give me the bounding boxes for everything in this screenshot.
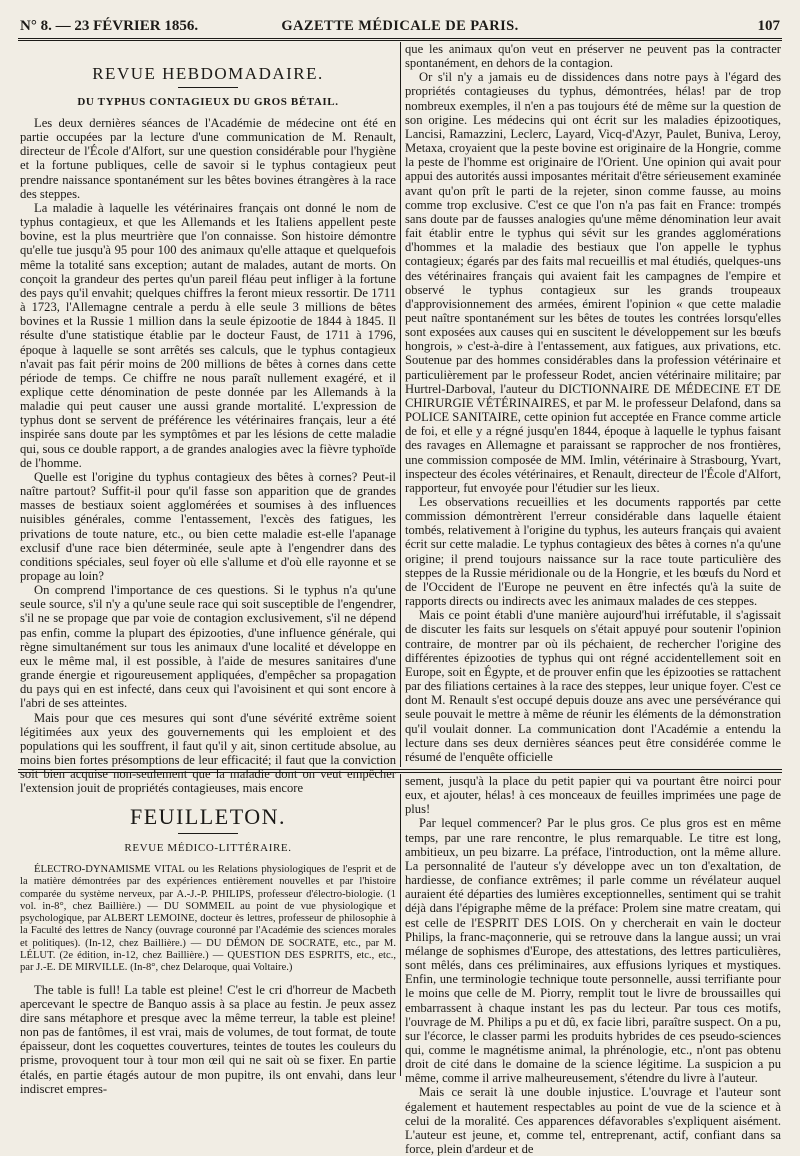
paragraph: Mais ce point établi d'une manière aujourd'hui irréfutable, il s'agissait de discuter les faits sur lesquels on s'était appuyé pour soutenir l'opinion contraire, de montrer par où ils péchaient, de rechercher l'origine des différentes épizooties de typhus qui ont régné accidentellement soit en Europe, soit en Égypte, et de prouver enfin que les épizooties se rattachent par des filiations certaines à la race des steppes, leur unique foyer. C'est ce dont M. Renault s'est occupé depuis douze ans avec une persévérance qui seule pouvait le mettre à même de réunir les éléments de la démonstration qu'il voulait donner. La communication dont l'Académie a entendu la lecture dans ses deux dernières séances peut être considérée comme le résumé de l'enquête officielle: [405, 608, 781, 764]
paragraph: Or s'il n'y a jamais eu de dissidences dans notre pays à l'égard des propriétés contagieuses du typhus, démontrées, hélas! par de trop nombreux exemples, il n'en a pas toujours été de même sur la question de son origine. Les médecins qui ont écrit sur les maladies épizootiques, Lancisi, Ramazzini, Leclerc, Layard, Vicq-d'Azyr, Paulet, Buniva, Leroy, Metaxa, croyaient que la peste bovine est originaire de la Hongrie, comme la peste de l'homme est originaire de l'Orient. Une opinion qui avait pour appui des autorités aussi imposantes méritait d'être sérieusement examinée avant qu'on prît le parti de la rejeter, sinon comme fausse, au moins comme trop exclusive. C'est ce que l'on n'a pas fait en France: trompés sans doute par de fausses analogies qu'une même dénomination leur avait fait établir entre le typhus qui sévit sur les grandes agglomérations d'hommes et la maladie des bestiaux que l'on appelle le typhus contagieux; égarés par des faits mal recueillis et mal étudiés, quelques-uns des vétérinaires français qui avaient fait les campagnes de l'empire et observé le typhus contagieux sur les grands troupeaux d'approvisionnement des armées, émirent l'opinion « que cette maladie peut naître spontanément sur les bêtes de toutes les contrées lorsqu'elles sont exposées aux causes qui en suscitent le développement sur les bœufs hongrois, » c'est-à-dire à l'entassement, aux fatigues, aux privations, etc. Soutenue par des hommes considérables dans la profession vétérinaire et particulièrement par le professeur Rodet, ancien vétérinaire militaire; par Hurtrel-Darboval, l'auteur du DICTIONNAIRE DE MÉDECINE ET DE CHIRURGIE VÉTÉRINAIRES, et par M. le professeur Delafond, dans sa POLICE SANITAIRE, cette opinion fut acceptée en France comme article de foi, et elle y a régné jusqu'en 1844, époque à laquelle le typhus faisant des ravages en Allemagne et paraissant se rapprocher de nos frontières, une commission composée de MM. Imlin, vétérinaire à Strasbourg, Yvart, inspecteur des écoles vétérinaires, et Renault, directeur de l'École d'Alfort, rapporteur, fut envoyée pour l'étudier sur les lieux.: [405, 70, 781, 495]
feuilleton-right-column: [405, 774, 781, 1156]
paragraph: Par lequel commencer? Par le plus gros. Ce plus gros est en même temps, par une rare rencontre, le plus remarquable. Le titre est long, ambitieux, un peu bizarre. La préface, l'introduction, ont la même allure. La personnalité de l'auteur s'y développe avec un ton d'exaltation, de hardiesse, de confiance extrêmes; il parle comme un révélateur auquel auraient été départies des lumières exceptionnelles, sentiment qui se trahit déjà dans l'épigraphe même de la préface: Prolem sine matre creatam, qui est celle de l'ESPRIT DES LOIS. On y chercherait en vain le docteur Philips, la franc-maçonnerie, qui se retrouve dans la langue aussi; un vrai mélange de sophismes d'Europe, des attestations, des lettres particulières, sont mêlés, dans ces préliminaires, aux effusions lyriques et mystiques. Enfin, une terminologie technique toute personnelle, aussi terrifiante pour le moins que celle de M. Piorry, remplit tout le livre de broussailles qui embarrassent à chaque instant les pas du lecteur. Par tous ces motifs, l'ouvrage de M. Philips a pu et dû, ex facie libri, paraître suspect. On a pu, sur l'écorce, le classer parmi les produits hybrides de ces pseudo-sciences qui, comme le magnétisme animal, la phrénologie, etc., n'ont pas obtenu droit de cité dans le domaine de la science légitime. La suspicion a pu même, comme il arrive malheureusement, s'étendre du livre à l'auteur.: [405, 816, 781, 1086]
paragraph: que les animaux qu'on veut en préserver ne peuvent pas la contracter spontanément, en dehors de la contagion.: [405, 42, 781, 71]
feuilleton-section: [18, 774, 782, 1156]
title-divider: [178, 87, 238, 88]
book-references: ÉLECTRO-DYNAMISME VITAL ou les Relations physiologiques de l'esprit et de la matière démontrées par des expériences entièrement nouvelles et par l'histoire comparée du système nerveux, par A.-J.-P. PHILIPS, professeur d'électro-biologie. (1 vol. in-8°, chez Baillière.) — DU SOMMEIL au point de vue physiologique et psychologique, par ALBERT LEMOINE, docteur ès lettres, professeur de philosophie à la Faculté des lettres de Nancy (ouvrage couronné par l'Académie des sciences morales et politiques). (In-12, chez Baillière.) — DU DÉMON DE SOCRATE, etc., par M. LÉLUT. (2e édition, in-12, chez Baillière.) — QUESTION DES ESPRITS, etc., etc., par J.-E. DE MIRVILLE. (In-8°, chez Delaroque, quai Voltaire.): [20, 864, 396, 974]
paragraph: La maladie à laquelle les vétérinaires français ont donné le nom de typhus contagieux, et que les Allemands et les Italiens appellent peste bovine, est la plus meurtrière que l'on connaisse. Son histoire démontre qu'elle tue jusqu'à 95 pour 100 des animaux qu'elle attaque et quelquefois même la totalité sans exception; autant de malades, autant de morts. On conçoit la grandeur des pertes qu'un pareil fléau peut infliger à la fortune des pays qu'il envahit; quelques chiffres la feront mieux ressortir. De 1711 à 1723, l'Allemagne centrale a perdu à elle seule 3 millions de bêtes bovines et la Russie 1 million dans la seule épizootie de 1844 à 1845. Il résulte d'une statistique établie par le docteur Faust, de 1711 à 1796, époque à laquelle se sont arrêtés ses calculs, que le typhus contagieux n'avait pas fait périr moins de 200 millions de bêtes à cornes dans cette période de temps. Ce chiffre ne nous paraît nullement exagéré, et il explique cette dénomination de peste donnée par les Allemands à la maladie qui peut causer une aussi grande mortalité. L'expression de typhus dont se servent de préférence les vétérinaires français, leur a été inspirée sans doute par les symptômes et par les lésions de cette maladie qui, sous ce double rapport, a de grandes analogies avec la fièvre typhoïde de l'homme.: [20, 200, 396, 470]
column-divider: [400, 774, 401, 1076]
paragraph: Les observations recueillies et les documents rapportés par cette commission démontrèrent l'erreur considérable dans laquelle étaient tombés, relativement à l'origine du typhus, les auteurs français qui avaient écrit sur cette maladie. Le typhus contagieux des bêtes à cornes n'a qu'une origine; il prend toujours naissance sur la race toute particulière des steppes de la Russie méridionale ou de la Hongrie, et les bœufs du Nord et de l'Occident de l'Europe ne peuvent en être infectés qu'à la suite de rapports directs ou indirects avec les animaux malades de ces steppes.: [405, 495, 781, 609]
paragraph: Mais pour que ces mesures qui sont d'une sévérité extrême soient légitimées aux yeux des gouvernements qui les emploient et des populations qui les souffrent, il faut qu'il y ait, sinon certitude absolue, au moins bien fortes présomptions de leur efficacité; il faut que la conviction soit bien acquise non-seulement que la maladie dont on veut empêcher l'extension jouit de propriétés contagieuses, mais encore: [20, 710, 396, 796]
feuilleton-left-column: [20, 774, 396, 1096]
revue-subtitle: DU TYPHUS CONTAGIEUX DU GROS BÉTAIL.: [77, 96, 339, 108]
paragraph: Quelle est l'origine du typhus contagieux des bêtes à cornes? Peut-il naître partout? Suffit-il pour qu'il fasse son apparition que de grandes masses de bestiaux soient agglomérées et soumises à des influences nuisibles générales, comme l'entassement, l'excès des fatigues, les privations de toute nature, etc., ou bien cette maladie est-elle l'apanage exclusif d'une race bien déterminée, seule apte à l'engendrer dans des conditions spéciales, seul foyer où elle s'allume et d'où elle rayonne et se propage au loin?: [20, 469, 396, 583]
feuilleton-title: FEUILLETON.: [129, 804, 287, 829]
paragraph: Mais ce serait là une double injustice. L'ouvrage et l'auteur sont également et hautement respectables au point de vue de la science et à celui de la moralité. Ces apparences défavorables s'expliquent aisément. L'auteur est jeune, et, comme tel, entreprenant, actif, confiant dans sa force, plein d'ardeur et de: [405, 1085, 781, 1156]
column-divider: [400, 42, 401, 767]
issue-date: N° 8. — 23 FÉVRIER 1856.: [20, 18, 199, 34]
feuilleton-subtitle: REVUE MÉDICO-LITTÉRAIRE.: [124, 842, 292, 854]
newspaper-page: [18, 12, 782, 1156]
journal-title: GAZETTE MÉDICALE DE PARIS.: [281, 18, 519, 34]
page-header: [18, 12, 782, 38]
revue-title: REVUE HEBDOMADAIRE.: [92, 64, 324, 83]
revue-right-column: [405, 42, 781, 767]
paragraph: sement, jusqu'à la place du petit papier qui va pourtant être noirci pour eux, et ajouter, hélas! à ces monceaux de feuilles imprimées une page de plus!: [405, 774, 781, 817]
paragraph: The table is full! La table est pleine! C'est le cri d'horreur de Macbeth apercevant le spectre de Banquo assis à sa place au festin. Je peux assez dire sans métaphore et presque avec la même terreur, la table est pleine! non pas de fantômes, il est vrai, mais de volumes, de tout format, de toute épaisseur, dont les coquettes couvertures, teintes de toutes les couleurs du prisme, provoquent tour à tour mon œil qui ne sait où se fixer. En partie étalés, en partie étagés autour de mon pupitre, ils ont envahi, dans leur indiscret empres-: [20, 982, 396, 1096]
paragraph: On comprend l'importance de ces questions. Si le typhus n'a qu'une seule source, s'il n'y a qu'une seule race qui soit susceptible de l'engendrer, s'il ne se propage que par voie de contagion exclusivement, s'il ne dépend pas enfin, comme la plupart des épizooties, d'une influence générale, qui règne simultanément sur tous les animaux d'une localité et développe en eux le même mal, il est possible, à l'aide de mesures sanitaires d'une grande énergie et rigoureusement appliquées, d'empêcher sa propagation du pays qui en est infecté, dans ceux qui l'avoisinent et qui sont encore à l'abri de ses atteintes.: [20, 583, 396, 711]
revue-left-column: [20, 42, 396, 796]
header-rule: [18, 38, 782, 41]
paragraph: Les deux dernières séances de l'Académie de médecine ont été en partie occupées par la lecture d'une communication de M. Renault, directeur de l'École d'Alfort, sur une question considérable pour l'hygiène et la fortune publiques, celle de savoir si le typhus contagieux peut prendre naissance spontanément sur les bêtes bovines étrangères à la race des steppes.: [20, 116, 396, 201]
page-number: 107: [757, 18, 780, 34]
title-divider: [178, 833, 238, 834]
section-divider: [18, 769, 782, 773]
